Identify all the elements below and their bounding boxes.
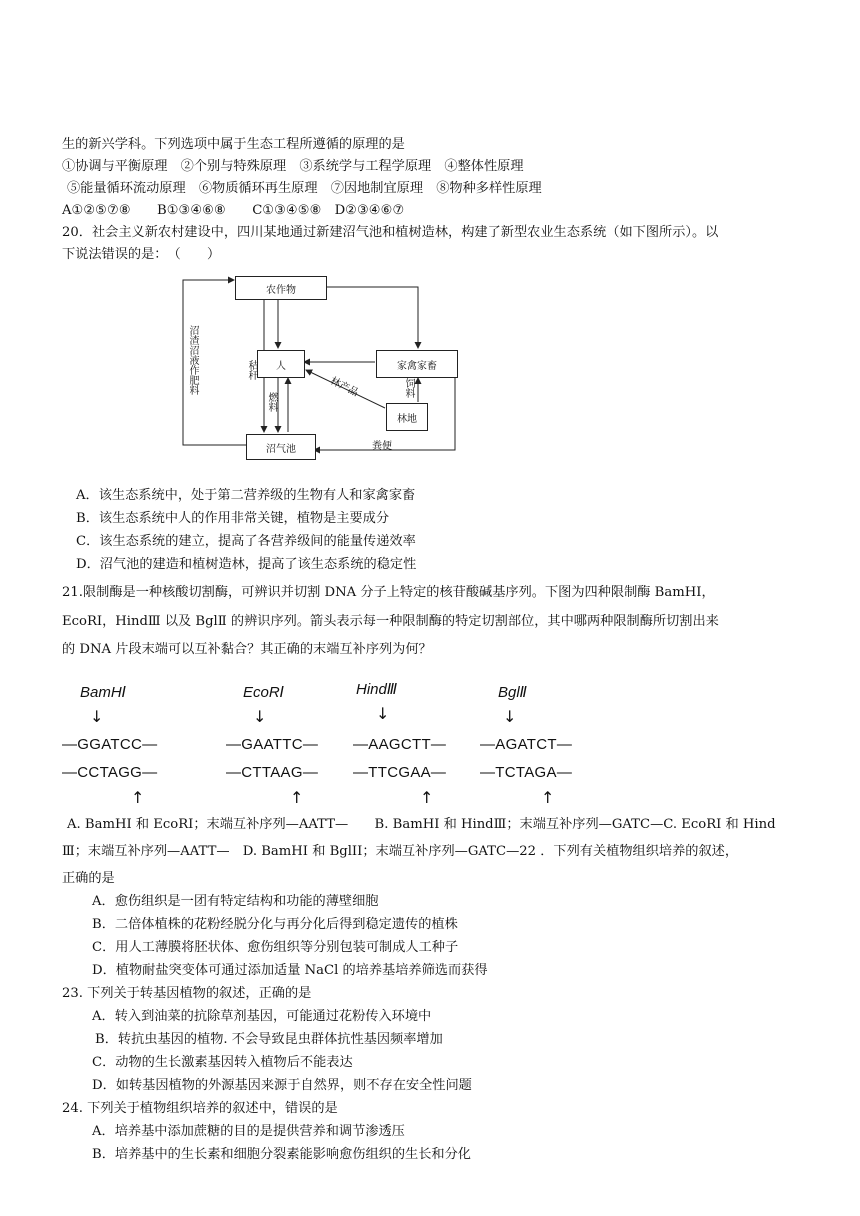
label-feed: 饲料	[403, 378, 414, 398]
enzyme-name-bglii: BglⅡ	[498, 684, 528, 701]
q24-stem: 24. 下列关于植物组织培养的叙述中，错误的是	[62, 1101, 338, 1116]
q21-answers-line-2: Ⅲ；末端互补序列—AATT— D. BamHI 和 BglII；末端互补序列—GATC—22 ．下列有关植物组织培养的叙述，	[62, 844, 739, 859]
cut-arrow-down-bamhi: ↓	[90, 707, 104, 726]
q20-option-d: D．沼气池的建造和植树造林，提高了该生态系统的稳定性	[76, 557, 417, 572]
q21-stem-line-3: 的 DNA 片段末端可以互补黏合？其正确的末端互补序列为何？	[62, 642, 432, 657]
q21-answers-line-1: A. BamHⅠ 和 EcoRⅠ；末端互补序列—AATT— B. BamHⅠ 和 HindⅢ；末端互补序列—GATC—C. EcoRⅠ 和 Hind	[67, 817, 776, 832]
ecosystem-diagram	[180, 270, 460, 460]
node-human: 人	[257, 350, 305, 378]
q23-option-a: A．转入到油菜的抗除草剂基因，可能通过花粉传入环境中	[92, 1009, 432, 1024]
q24-option-b: B．培养基中的生长素和细胞分裂素能影响愈伤组织的生长和分化	[92, 1147, 471, 1162]
enzyme-name-ecori: EcoRⅠ	[243, 684, 285, 701]
q19-principles-line-2: ⑤能量循环流动原理 ⑥物质循环再生原理 ⑦因地制宜原理 ⑧物种多样性原理	[67, 181, 542, 196]
cut-arrow-up-bglii: ↑	[541, 788, 555, 807]
node-livestock: 家禽家畜	[376, 350, 458, 378]
label-fuel: 燃料	[266, 392, 277, 412]
cut-arrow-up-hindiii: ↑	[420, 788, 434, 807]
cut-arrow-down-bglii: ↓	[503, 707, 517, 726]
seq-top-ecori: —GAATTC—	[226, 736, 319, 753]
q24-option-a: A．培养基中添加蔗糖的目的是提供营养和调节渗透压	[92, 1124, 405, 1139]
enzyme-name-hindiii: HindⅢ	[356, 681, 398, 698]
seq-top-bamhi: —GGATCC—	[62, 736, 158, 753]
seq-bottom-ecori: —CTTAAG—	[226, 764, 319, 781]
node-biogas: 沼气池	[246, 434, 316, 460]
q23-option-b: B．转抗虫基因的植物. 不会导致昆虫群体抗性基因频率增加	[95, 1032, 443, 1047]
q19-options: A①②⑤⑦⑧ B①③④⑥⑧ C①③④⑤⑧ D②③④⑥⑦	[62, 203, 405, 218]
q20-option-b: B．该生态系统中人的作用非常关键，植物是主要成分	[76, 511, 390, 526]
q22-option-b: B．二倍体植株的花粉经脱分化与再分化后得到稳定遗传的植株	[92, 917, 458, 932]
label-manure: 粪便	[372, 441, 392, 452]
q20-option-a: A．该生态系统中，处于第二营养级的生物有人和家禽家畜	[76, 488, 416, 503]
q22-option-a: A．愈伤组织是一团有特定结构和功能的薄壁细胞	[92, 894, 379, 909]
seq-top-hindiii: —AAGCTT—	[353, 736, 447, 753]
cut-arrow-up-bamhi: ↑	[131, 788, 145, 807]
q23-option-d: D．如转基因植物的外源基因来源于自然界，则不存在安全性问题	[92, 1078, 472, 1093]
q22-option-c: C．用人工薄膜将胚状体、愈伤组织等分别包装可制成人工种子	[92, 940, 459, 955]
q19-stem-tail: 生的新兴学科。下列选项中属于生态工程所遵循的原理的是	[62, 137, 405, 152]
q20-option-c: C．该生态系统的建立，提高了各营养级间的能量传递效率	[76, 534, 416, 549]
node-crops: 农作物	[235, 276, 327, 300]
q19-principles-line-1: ①协调与平衡原理 ②个别与特殊原理 ③系统学与工程学原理 ④整体性原理	[62, 159, 524, 174]
seq-bottom-bamhi: —CCTAGG—	[62, 764, 158, 781]
cut-arrow-up-ecori: ↑	[290, 788, 304, 807]
label-straw: 秸秆	[246, 360, 257, 380]
q22-option-d: D．植物耐盐突变体可通过添加适量 NaCl 的培养基培养筛选而获得	[92, 963, 488, 978]
q21-stem-line-1: 21.限制酶是一种核酸切割酶，可辨识并切割 DNA 分子上特定的核苷酸碱基序列。下图为四种限制酶 BamHⅠ，	[62, 585, 715, 600]
q23-option-c: C．动物的生长激素基因转入植物后不能表达	[92, 1055, 353, 1070]
label-forest-products: 林产品	[328, 375, 360, 399]
q20-stem-line-1: 20．社会主义新农村建设中，四川某地通过新建沼气池和植树造林，构建了新型农业生态系统（如下图所示）。以	[62, 225, 719, 240]
q22-stem: 正确的是	[62, 871, 115, 886]
q23-stem: 23. 下列关于转基因植物的叙述，正确的是	[62, 986, 312, 1001]
enzyme-name-bamhi: BamHⅠ	[80, 684, 127, 701]
seq-bottom-hindiii: —TTCGAA—	[353, 764, 447, 781]
q20-stem-line-2: 下说法错误的是： （ ）	[62, 247, 221, 262]
cut-arrow-down-hindiii: ↓	[376, 704, 390, 723]
seq-bottom-bglii: —TCTAGA—	[480, 764, 573, 781]
label-fertilizer: 沼渣沼液作肥料	[187, 325, 198, 395]
cut-arrow-down-ecori: ↓	[253, 707, 267, 726]
node-woodland: 林地	[386, 403, 428, 431]
q21-stem-line-2: EcoRⅠ，HindⅢ 以及 BglⅡ 的辨识序列。箭头表示每一种限制酶的特定切割部位，其中哪两种限制酶所切割出来	[62, 614, 719, 629]
seq-top-bglii: —AGATCT—	[480, 736, 573, 753]
